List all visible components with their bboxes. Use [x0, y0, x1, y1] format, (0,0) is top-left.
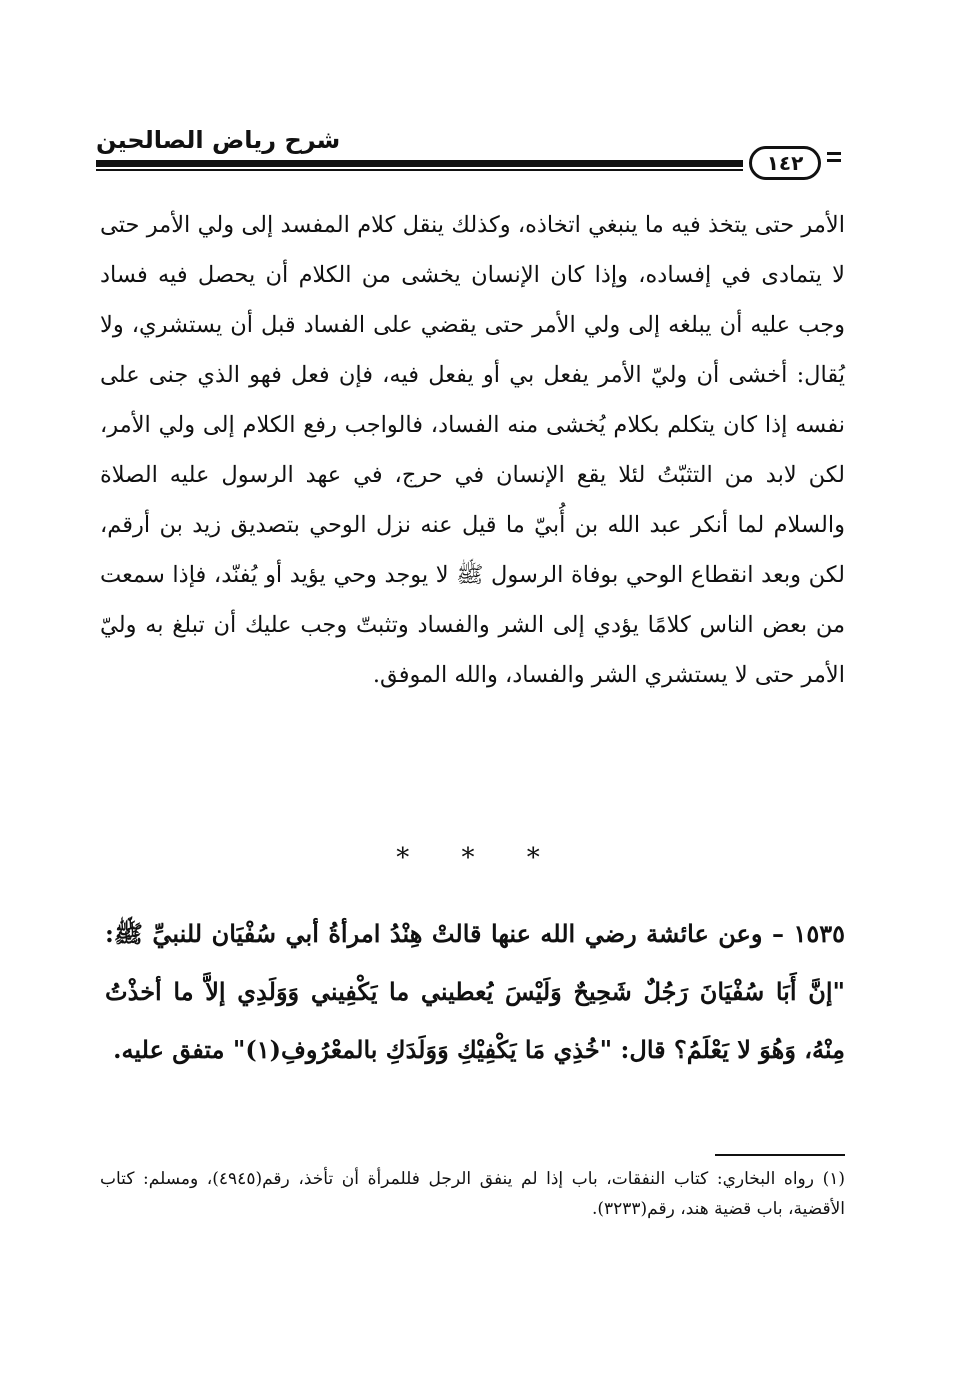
page-header	[96, 118, 841, 178]
footnote	[100, 1164, 845, 1224]
hadith-block	[105, 905, 845, 1079]
header-rule-thick	[96, 160, 743, 167]
header-end-mark	[827, 152, 841, 170]
running-title: شرح رياض الصالحين	[96, 126, 341, 154]
header-rule-thin	[96, 169, 743, 171]
section-separator: * * *	[396, 843, 562, 873]
commentary-text: الأمر حتى يتخذ فيه ما ينبغي اتخاذه، وكذلك ينقل كلام المفسد إلى ولي الأمر حتى لا يتمادى في إفساده، وإذا كان الإنسان يخشى من الكلام أن يحصل فيه فساد وجب عليه أن يبلغه إلى ولي الأمر حتى يقضي على الفساد قبل أن يستشري، ولا يُقال: أخشى أن وليّ الأمر يفعل بي أو يفعل فيه، فإن فعل فهو الذي جنى على نفسه إذا كان يتكلم بكلام يُخشى منه الفساد، فالواجب رفع الكلام إلى ولي الأمر، لكن لابد من التثبّتُ لئلا يقع الإنسان في حرج، في عهد الرسول عليه الصلاة والسلام لما أنكر عبد الله بن أُبيّ ما قيل عنه نزل الوحي بتصديق زيد بن أرقم، لكن وبعد انقطاع الوحي بوفاة الرسول ﷺ لا يوجد وحي يؤيد أو يُفنّد، فإذا سمعت من بعض الناس كلامًا يؤدي إلى الشر والفساد وتثبتّ وجب عليك أن تبلغ به وليّ الأمر حتى لا يستشري الشر والفساد، والله الموفق.	[100, 212, 845, 688]
footnote-rule	[715, 1154, 845, 1156]
hadith-text: ١٥٣٥ – وعن عائشة رضي الله عنها قالتْ هِنْدُ امرأةُ أبي سُفْيَان للنبيِّ ﷺ: "إنَّ أَبَا سُفْيَانَ رَجُلٌ شَحِيحٌ وَلَيْسَ يُعطيني ما يَكْفِيني وَوَلَدِي إلاَّ ما أخذْتُ مِنْهُ، وَهُوَ لا يَعْلَمُ؟ قال: "خُذِي مَا يَكْفِيْكِ وَوَلَدَكِ بالمعْرُوفِ(١)" متفق عليه.	[105, 919, 845, 1064]
footnote-text: (١) رواه البخاري: كتاب النفقات، باب إذا لم ينفق الرجل فللمرأة أن تأخذ، رقم(٤٩٤٥)، ومسلم: كتاب الأقضية، باب قضية هند، رقم(٣٢٣٣).	[100, 1169, 845, 1219]
page-number: ١٤٢	[749, 146, 821, 180]
commentary-paragraph	[100, 200, 845, 700]
